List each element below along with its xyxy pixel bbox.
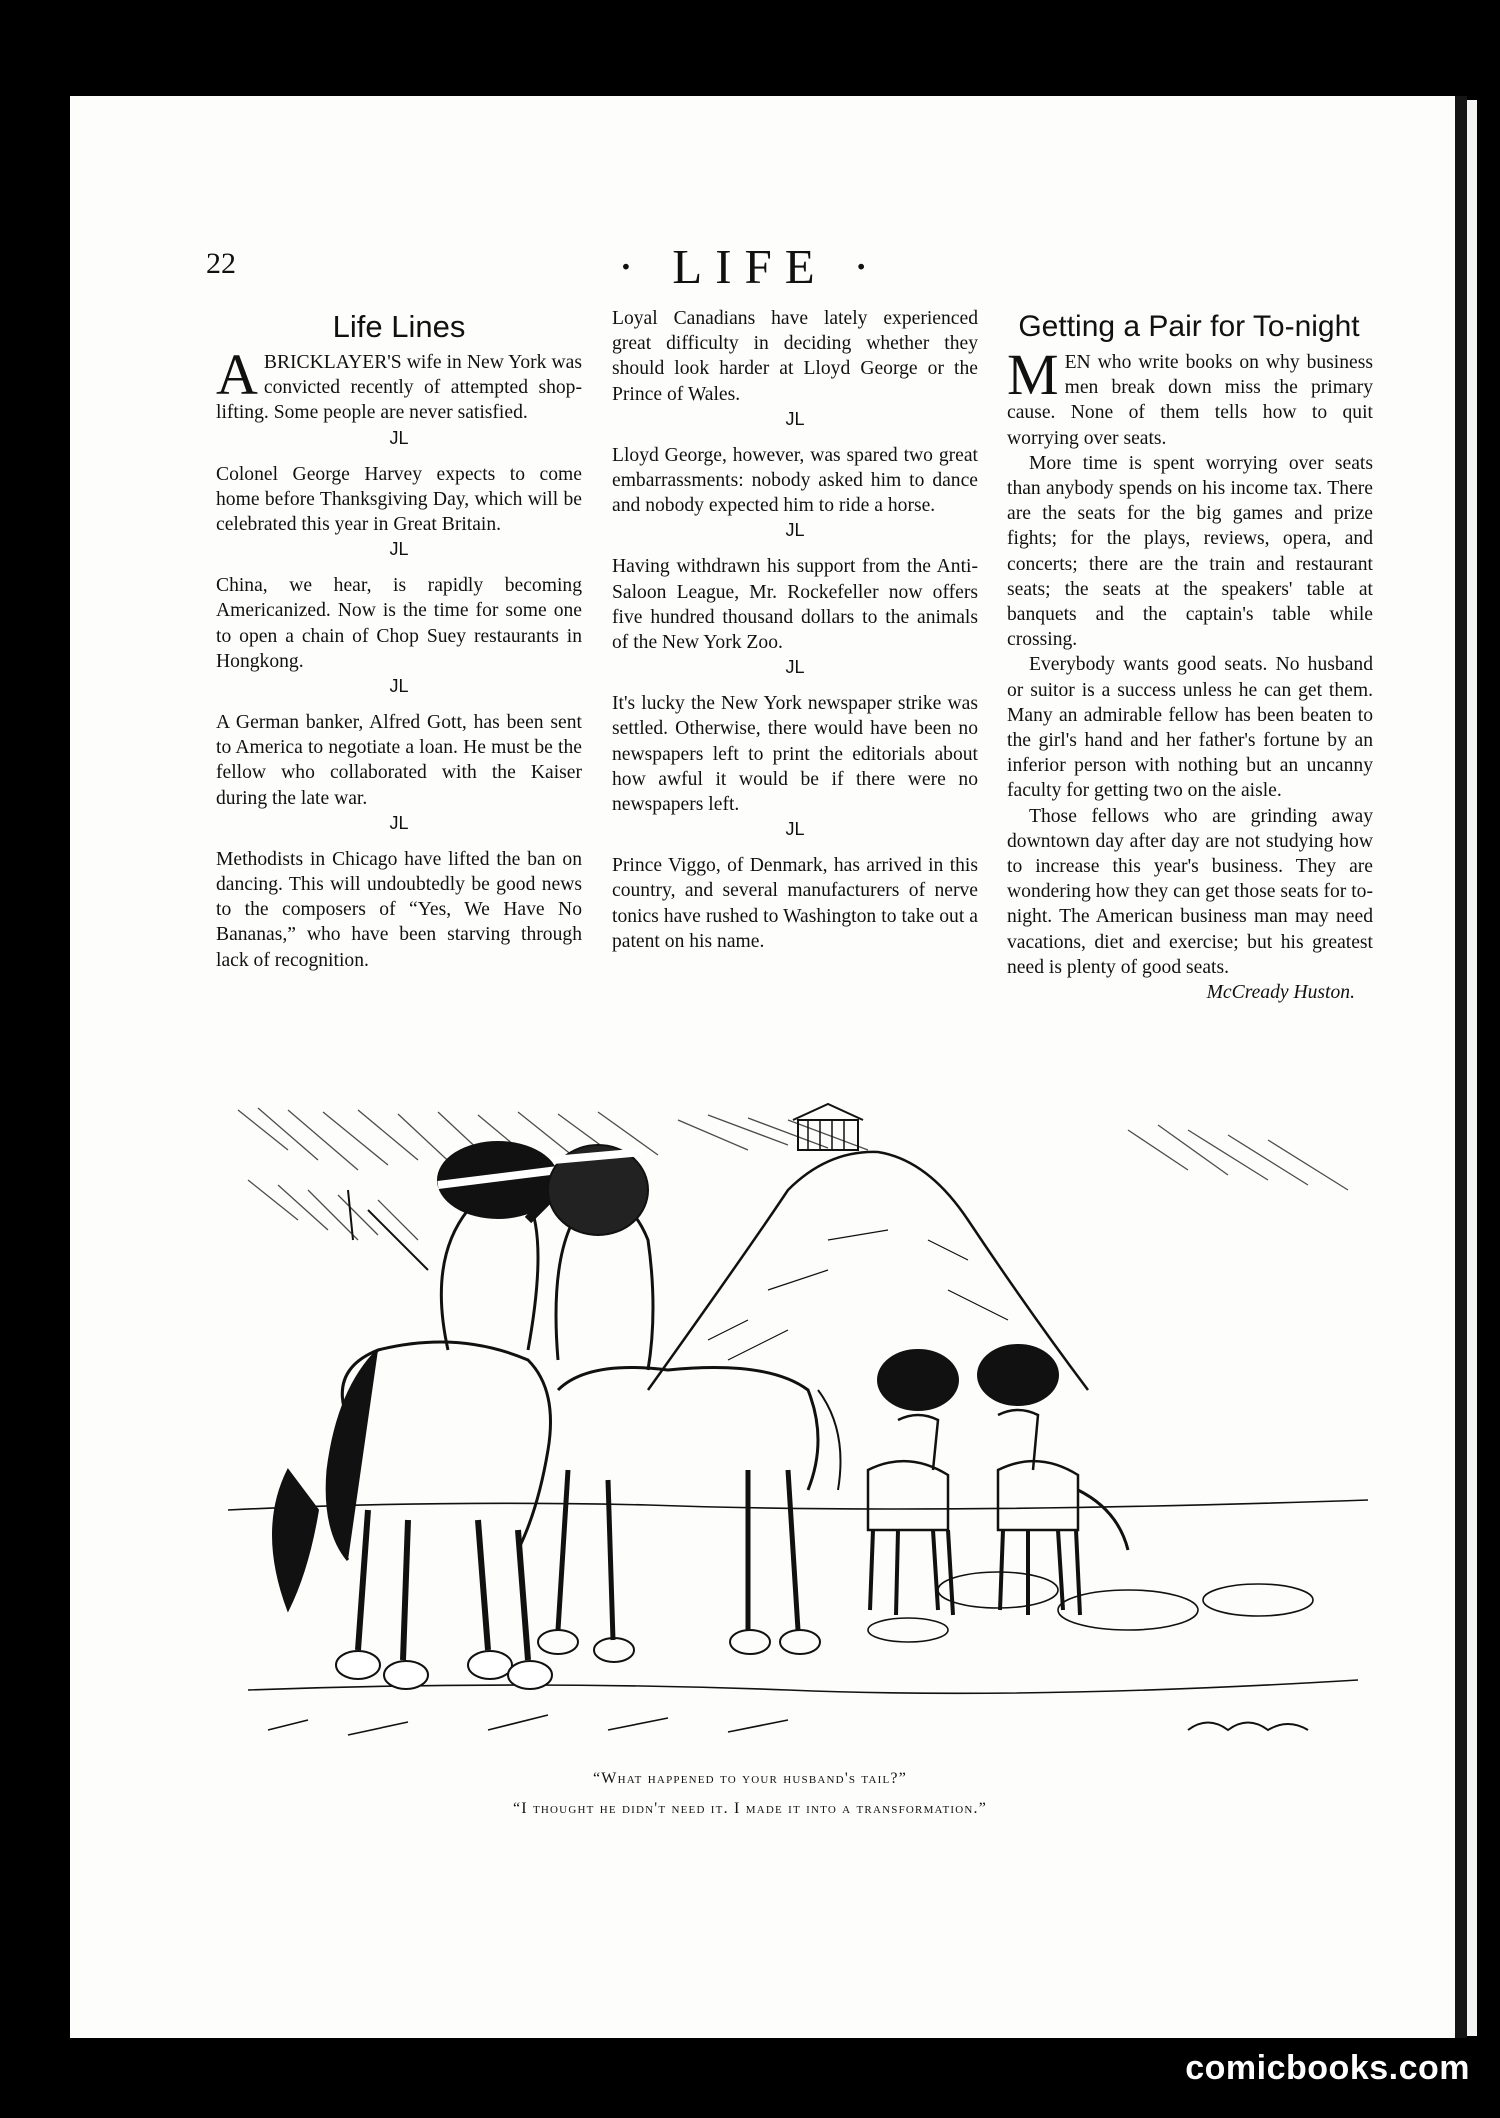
drop-cap: A: [216, 342, 258, 407]
column-title: Life Lines: [332, 309, 466, 344]
centaur-cartoon-illustration: [228, 1090, 1368, 1750]
article-paragraph: More time is spent worrying over seats than anybody spends on his income tax. There are the seats for the big games and prize fights; for the plays, reviews, opera, and concerts; there are the train and restaurant seats; the seats at the speakers' table at banquets and the captain's table while crossing.: [1007, 452, 1373, 651]
news-item: Having withdrawn his support from the Anti-Saloon League, Mr. Rockefeller now offers five hundred thousand dollars to the animals of the New York Zoo.: [612, 556, 978, 654]
article-paragraph: [1007, 342, 1373, 451]
author-byline: McCready Huston.: [1206, 982, 1355, 1004]
column-life-lines-continued: [612, 306, 978, 954]
separator-ornament: JL: [785, 819, 805, 840]
masthead-title: · LIFE ·: [617, 239, 883, 294]
column-getting-a-pair: [1007, 306, 1373, 1005]
next-page-edge: [1467, 100, 1477, 2036]
news-item: China, we hear, is rapidly becoming Americanized. Now is the time for some one to open a chain of Chop Suey restaurants in Hongkong.: [216, 575, 582, 672]
cartoon-caption-line-1: “What happened to your husband's tail?”: [592, 1770, 907, 1787]
news-item: [216, 342, 582, 426]
watermark-text: comicbooks.com: [1185, 2049, 1470, 2087]
page-number: 22: [206, 247, 236, 280]
news-item: A German banker, Alfred Gott, has been sent to America to negotiate a loan. He must be the fellow who collaborated with the Kaiser during the late war.: [216, 712, 582, 809]
cartoon-caption-line-2: “I thought he didn't need it. I made it into a transformation.”: [512, 1800, 988, 1817]
paragraph-text: EN who write books on why business men break down miss the primary cause. None of them tells how to quit worrying over seats.: [1007, 352, 1373, 449]
separator-ornament: JL: [389, 539, 409, 560]
separator-ornament: JL: [389, 676, 409, 697]
sky-hatching: [238, 1108, 1348, 1240]
news-item: Prince Viggo, of Denmark, has arrived in this country, and several manufacturers of nerve tonics have rushed to Washington to take out a patent on his name.: [612, 855, 978, 952]
news-item: Lloyd George, however, was spared two great embarrassments: nobody asked him to dance and nobody expected him to ride a horse.: [612, 444, 978, 517]
news-item: Colonel George Harvey expects to come home before Thanksgiving Day, which will be celebrated this year in Great Britain.: [216, 463, 582, 536]
column-life-lines: [216, 306, 582, 973]
separator-ornament: JL: [785, 520, 805, 541]
news-item: It's lucky the New York newspaper strike was settled. Otherwise, there would have been no newspapers left to print the editorials about how awful it would be if there were no newspapers left.: [612, 693, 978, 816]
separator-ornament: JL: [785, 408, 805, 429]
article-title: Getting a Pair for To-night: [1018, 310, 1360, 343]
news-item: Loyal Canadians have lately experienced great difficulty in deciding whether they should look harder at Lloyd George or the Prince of Wales.: [612, 308, 978, 405]
centaur-women: [868, 1345, 1128, 1615]
item-text: BRICKLAYER'S wife in New York was convicted recently of attempted shop-lifting. Some people are never satisfied.: [216, 352, 582, 424]
page-gutter: [1455, 96, 1467, 2038]
separator-ornament: JL: [389, 427, 409, 448]
artist-signature: [1188, 1723, 1308, 1731]
centaur-right: [538, 1145, 841, 1662]
separator-ornament: JL: [785, 657, 805, 678]
article-paragraph: Those fellows who are grinding away downtown day after day are not studying how to increase this year's business. They are wondering how they can get those seats for to-night. The American business man may need vacations, diet and exercise; but his greatest need is plenty of good seats.: [1007, 805, 1373, 978]
article-paragraph: Everybody wants good seats. No husband or suitor is a success unless he can get them. Many an admirable fellow has been beaten to the girl's hand and her father's fortune by an inferior person with nothing but an uncanny faculty for getting two on the aisle.: [1007, 654, 1373, 802]
drop-cap: M: [1007, 342, 1059, 407]
news-item: Methodists in Chicago have lifted the ban on dancing. This will undoubtedly be good news to the composers of “Yes, We Have No Bananas,” who have been starving through lack of recognition.: [216, 848, 582, 971]
centaur-left: [273, 1142, 578, 1689]
separator-ornament: JL: [389, 812, 409, 833]
